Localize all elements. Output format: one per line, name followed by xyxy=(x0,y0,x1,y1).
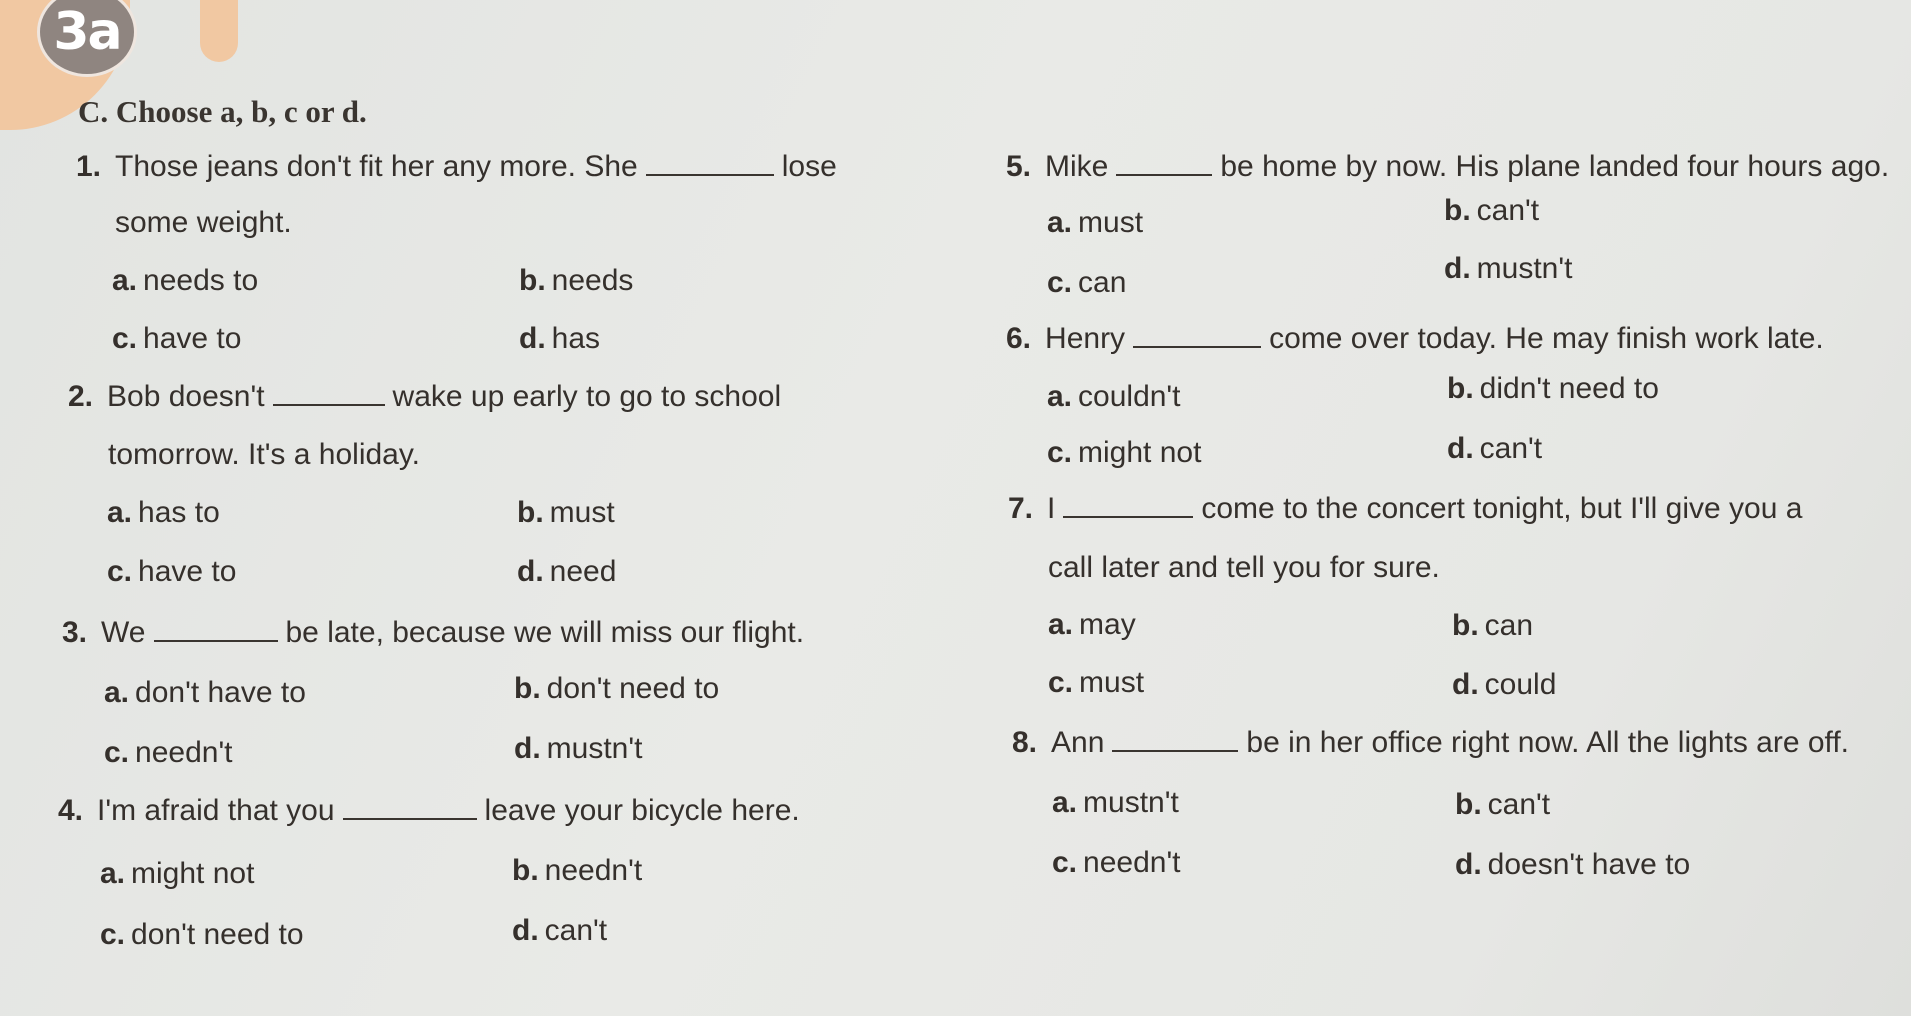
option-5d[interactable]: d. mustn't xyxy=(1444,252,1573,285)
option-3b[interactable]: b. don't need to xyxy=(514,672,720,705)
option-4c[interactable]: c. don't need to xyxy=(100,918,304,951)
question-1-stem: 1. Those jeans don't fit her any more. She lose xyxy=(76,150,837,183)
question-2-continuation: tomorrow. It's a holiday. xyxy=(108,438,420,471)
option-2b[interactable]: b. must xyxy=(517,496,615,529)
option-2a[interactable]: a. has to xyxy=(107,496,220,529)
option-5a[interactable]: a. must xyxy=(1047,206,1144,239)
option-7b[interactable]: b. can xyxy=(1452,609,1534,642)
question-7-stem: 7. I come to the concert tonight, but I'll give you a xyxy=(1008,492,1803,525)
answer-blank-1[interactable] xyxy=(646,173,774,176)
option-3a[interactable]: a. don't have to xyxy=(104,676,306,709)
option-6b[interactable]: b. didn't need to xyxy=(1447,372,1659,405)
option-8b[interactable]: b. can't xyxy=(1455,788,1551,821)
option-4a[interactable]: a. might not xyxy=(100,857,255,890)
option-1a[interactable]: a. needs to xyxy=(112,264,259,297)
question-2-stem: 2. Bob doesn't wake up early to go to school xyxy=(68,380,782,413)
option-7c[interactable]: c. must xyxy=(1048,666,1145,699)
option-6a[interactable]: a. couldn't xyxy=(1047,380,1181,413)
option-1c[interactable]: c. have to xyxy=(112,322,242,355)
question-3-stem: 3. We be late, because we will miss our flight. xyxy=(62,616,805,649)
option-7a[interactable]: a. may xyxy=(1048,608,1136,641)
exercise-heading: C. Choose a, b, c or d. xyxy=(78,94,367,129)
option-1d[interactable]: d. has xyxy=(519,322,601,355)
option-5c[interactable]: c. can xyxy=(1047,266,1127,299)
option-6c[interactable]: c. might not xyxy=(1047,436,1202,469)
answer-blank-8[interactable] xyxy=(1112,749,1238,752)
option-3d[interactable]: d. mustn't xyxy=(514,732,643,765)
question-5-stem: 5. Mike be home by now. His plane landed four hours ago. xyxy=(1006,150,1890,183)
question-7-continuation: call later and tell you for sure. xyxy=(1048,551,1440,584)
question-1-continuation: some weight. xyxy=(115,206,292,239)
answer-blank-2[interactable] xyxy=(273,403,385,406)
option-1b[interactable]: b. needs xyxy=(519,264,634,297)
option-4d[interactable]: d. can't xyxy=(512,914,608,947)
answer-blank-5[interactable] xyxy=(1116,173,1212,176)
option-2d[interactable]: d. need xyxy=(517,555,617,588)
answer-blank-3[interactable] xyxy=(154,639,278,642)
option-4b[interactable]: b. needn't xyxy=(512,854,643,887)
option-8d[interactable]: d. doesn't have to xyxy=(1455,848,1691,881)
option-8a[interactable]: a. mustn't xyxy=(1052,786,1179,819)
option-6d[interactable]: d. can't xyxy=(1447,432,1543,465)
tab-bar-decoration xyxy=(200,0,238,62)
option-3c[interactable]: c. needn't xyxy=(104,736,233,769)
option-7d[interactable]: d. could xyxy=(1452,668,1557,701)
question-4-stem: 4. I'm afraid that you leave your bicycle here. xyxy=(58,794,800,827)
question-6-stem: 6. Henry come over today. He may finish work late. xyxy=(1006,322,1824,355)
option-8c[interactable]: c. needn't xyxy=(1052,846,1181,879)
answer-blank-4[interactable] xyxy=(343,817,477,820)
question-8-stem: 8. Ann be in her office right now. All the lights are off. xyxy=(1012,726,1850,759)
option-2c[interactable]: c. have to xyxy=(107,555,237,588)
answer-blank-7[interactable] xyxy=(1063,515,1193,518)
answer-blank-6[interactable] xyxy=(1133,345,1261,348)
option-5b[interactable]: b. can't xyxy=(1444,194,1540,227)
section-badge: 3a xyxy=(40,0,134,74)
